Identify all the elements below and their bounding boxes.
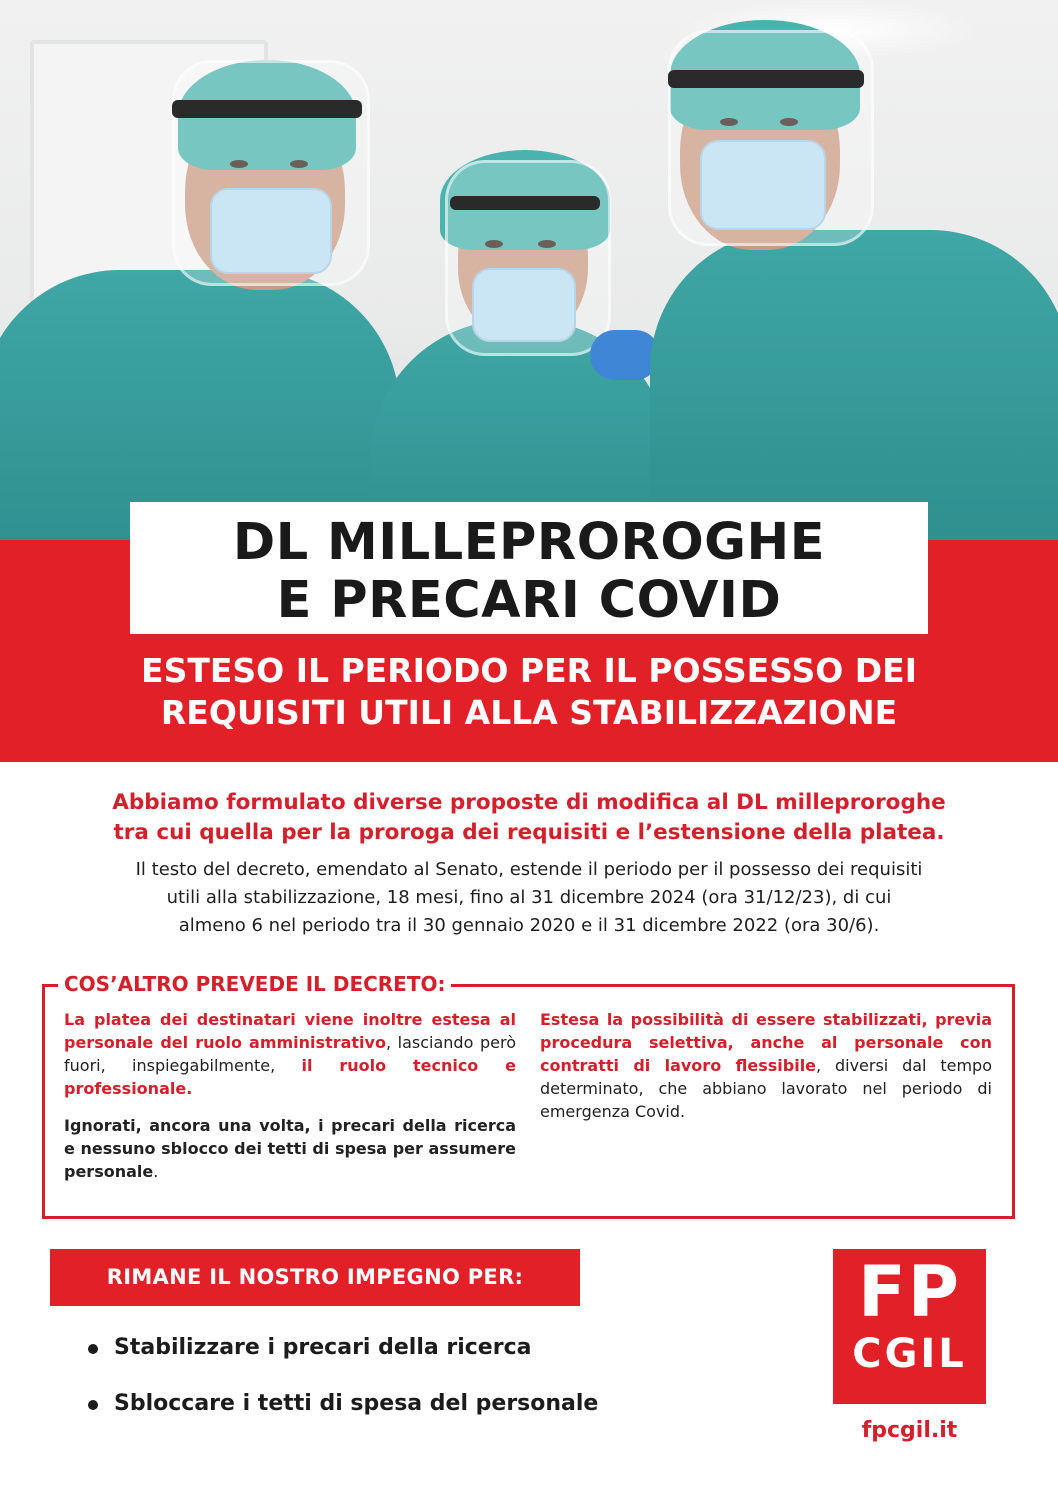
- commitment-list: [88, 1320, 598, 1432]
- lead-line-1: Abbiamo formulato diverse proposte di modifica al DL milleproroghe: [112, 790, 946, 815]
- right-paragraph: [540, 1008, 992, 1123]
- right-highlight: Estesa la possibilità di essere stabilizzati, previa procedura selettiva, anche al personale con contratti di lavoro flessibile: [540, 1010, 992, 1075]
- subtitle: [0, 650, 1058, 734]
- box-left-column: [64, 1008, 516, 1197]
- left-paragraph-1: [64, 1008, 516, 1100]
- left-paragraph-2: [64, 1114, 516, 1183]
- left-p2-end: .: [153, 1162, 159, 1181]
- healthcare-worker-right: [640, 0, 1058, 540]
- list-item: Sbloccare i tetti di spesa del personale: [88, 1376, 598, 1432]
- list-item: Stabilizzare i precari della ricerca: [88, 1320, 598, 1376]
- body-line-2: utili alla stabilizzazione, 18 mesi, fino al 31 dicembre 2024 (ora 31/12/23), di cui: [166, 887, 892, 908]
- left-p1-highlight: La platea dei destinatari viene inoltre estesa al personale del ruolo amministrativo: [64, 1010, 516, 1052]
- title-line-1: DL MILLEPROROGHE: [232, 513, 826, 572]
- title-line-2: E PRECARI COVID: [276, 571, 782, 630]
- subtitle-line-2: REQUISITI UTILI ALLA STABILIZZAZIONE: [160, 693, 898, 732]
- healthcare-worker-left: [0, 0, 420, 540]
- body-line-1: Il testo del decreto, emendato al Senato, estende il periodo per il possesso dei requisiti: [135, 859, 923, 880]
- header-photo: [0, 0, 1058, 540]
- body-paragraph: [40, 856, 1018, 940]
- website-link[interactable]: fpcgil.it: [861, 1418, 958, 1443]
- left-p1-highlight-2: il ruolo tecnico e professionale.: [64, 1056, 516, 1098]
- box-title: COS’ALTRO PREVEDE IL DECRETO:: [58, 970, 451, 998]
- right-text: , diversi dal tempo determinato, che abbiano lavorato nel periodo di emergenza Covid.: [540, 1056, 992, 1121]
- left-p2-bold: Ignorati, ancora una volta, i precari della ricerca e nessuno sblocco dei tetti di spesa per assumere personale: [64, 1116, 516, 1181]
- body-line-3: almeno 6 nel periodo tra il 30 gennaio 2020 e il 31 dicembre 2022 (ora 30/6).: [178, 915, 880, 936]
- fp-cgil-logo: [833, 1249, 986, 1404]
- logo-cgil: CGIL: [852, 1331, 967, 1377]
- healthcare-worker-center: [360, 0, 680, 540]
- commitment-heading: RIMANE IL NOSTRO IMPEGNO PER:: [50, 1249, 580, 1306]
- lead-paragraph: [40, 788, 1018, 848]
- page-title: [130, 502, 928, 634]
- left-p1-text: , lasciando però fuori, inspiegabilmente,: [64, 1033, 516, 1075]
- lead-line-2: tra cui quella per la proroga dei requisiti e l’estensione della platea.: [113, 820, 945, 845]
- logo-fp: FP: [857, 1251, 962, 1333]
- subtitle-line-1: ESTESO IL PERIODO PER IL POSSESSO DEI: [141, 651, 917, 690]
- box-right-column: [540, 1008, 992, 1137]
